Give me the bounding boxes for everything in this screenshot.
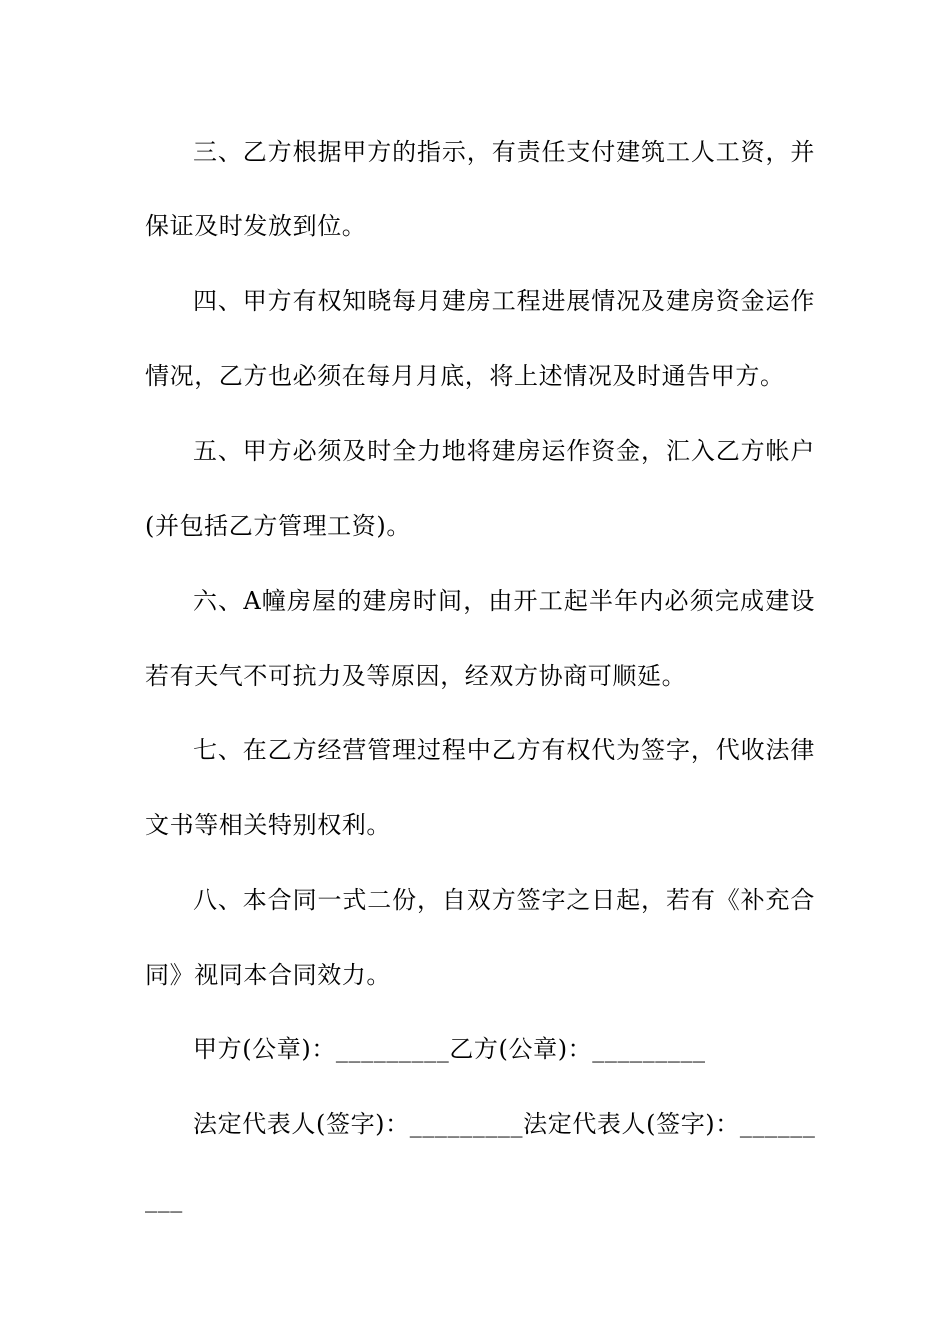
clause-7-line-2: 文书等相关特别权利。 [145, 811, 391, 839]
clause-6-line-1: 六、A幢房屋的建房时间，由开工起半年内必须完成建设 [193, 587, 815, 615]
representative-signature-line: 法定代表人(签字)：_________法定代表人(签字)：______ [193, 1110, 815, 1138]
clause-3-line-1: 三、乙方根据甲方的指示，有责任支付建筑工人工资，并 [193, 138, 815, 166]
seal-signature-line: 甲方(公章)：_________乙方(公章)：_________ [193, 1035, 706, 1063]
clause-7-line-1: 七、在乙方经营管理过程中乙方有权代为签字，代收法律 [193, 736, 815, 764]
representative-signature-line-tail: ___ [145, 1185, 183, 1213]
clause-4-line-1: 四、甲方有权知晓每月建房工程进展情况及建房资金运作 [193, 287, 815, 315]
clause-8-line-2: 同》视同本合同效力。 [145, 961, 391, 989]
clause-3-line-2: 保证及时发放到位。 [145, 212, 367, 240]
clause-4-line-2: 情况，乙方也必须在每月月底，将上述情况及时通告甲方。 [145, 362, 785, 390]
clause-5-line-2: (并包括乙方管理工资)。 [145, 512, 411, 540]
clause-8-line-1: 八、本合同一式二份，自双方签字之日起，若有《补充合 [193, 886, 815, 914]
clause-6-line-2: 若有天气不可抗力及等原因，经双方协商可顺延。 [145, 662, 687, 690]
clause-5-line-1: 五、甲方必须及时全力地将建房运作资金，汇入乙方帐户 [193, 437, 815, 465]
